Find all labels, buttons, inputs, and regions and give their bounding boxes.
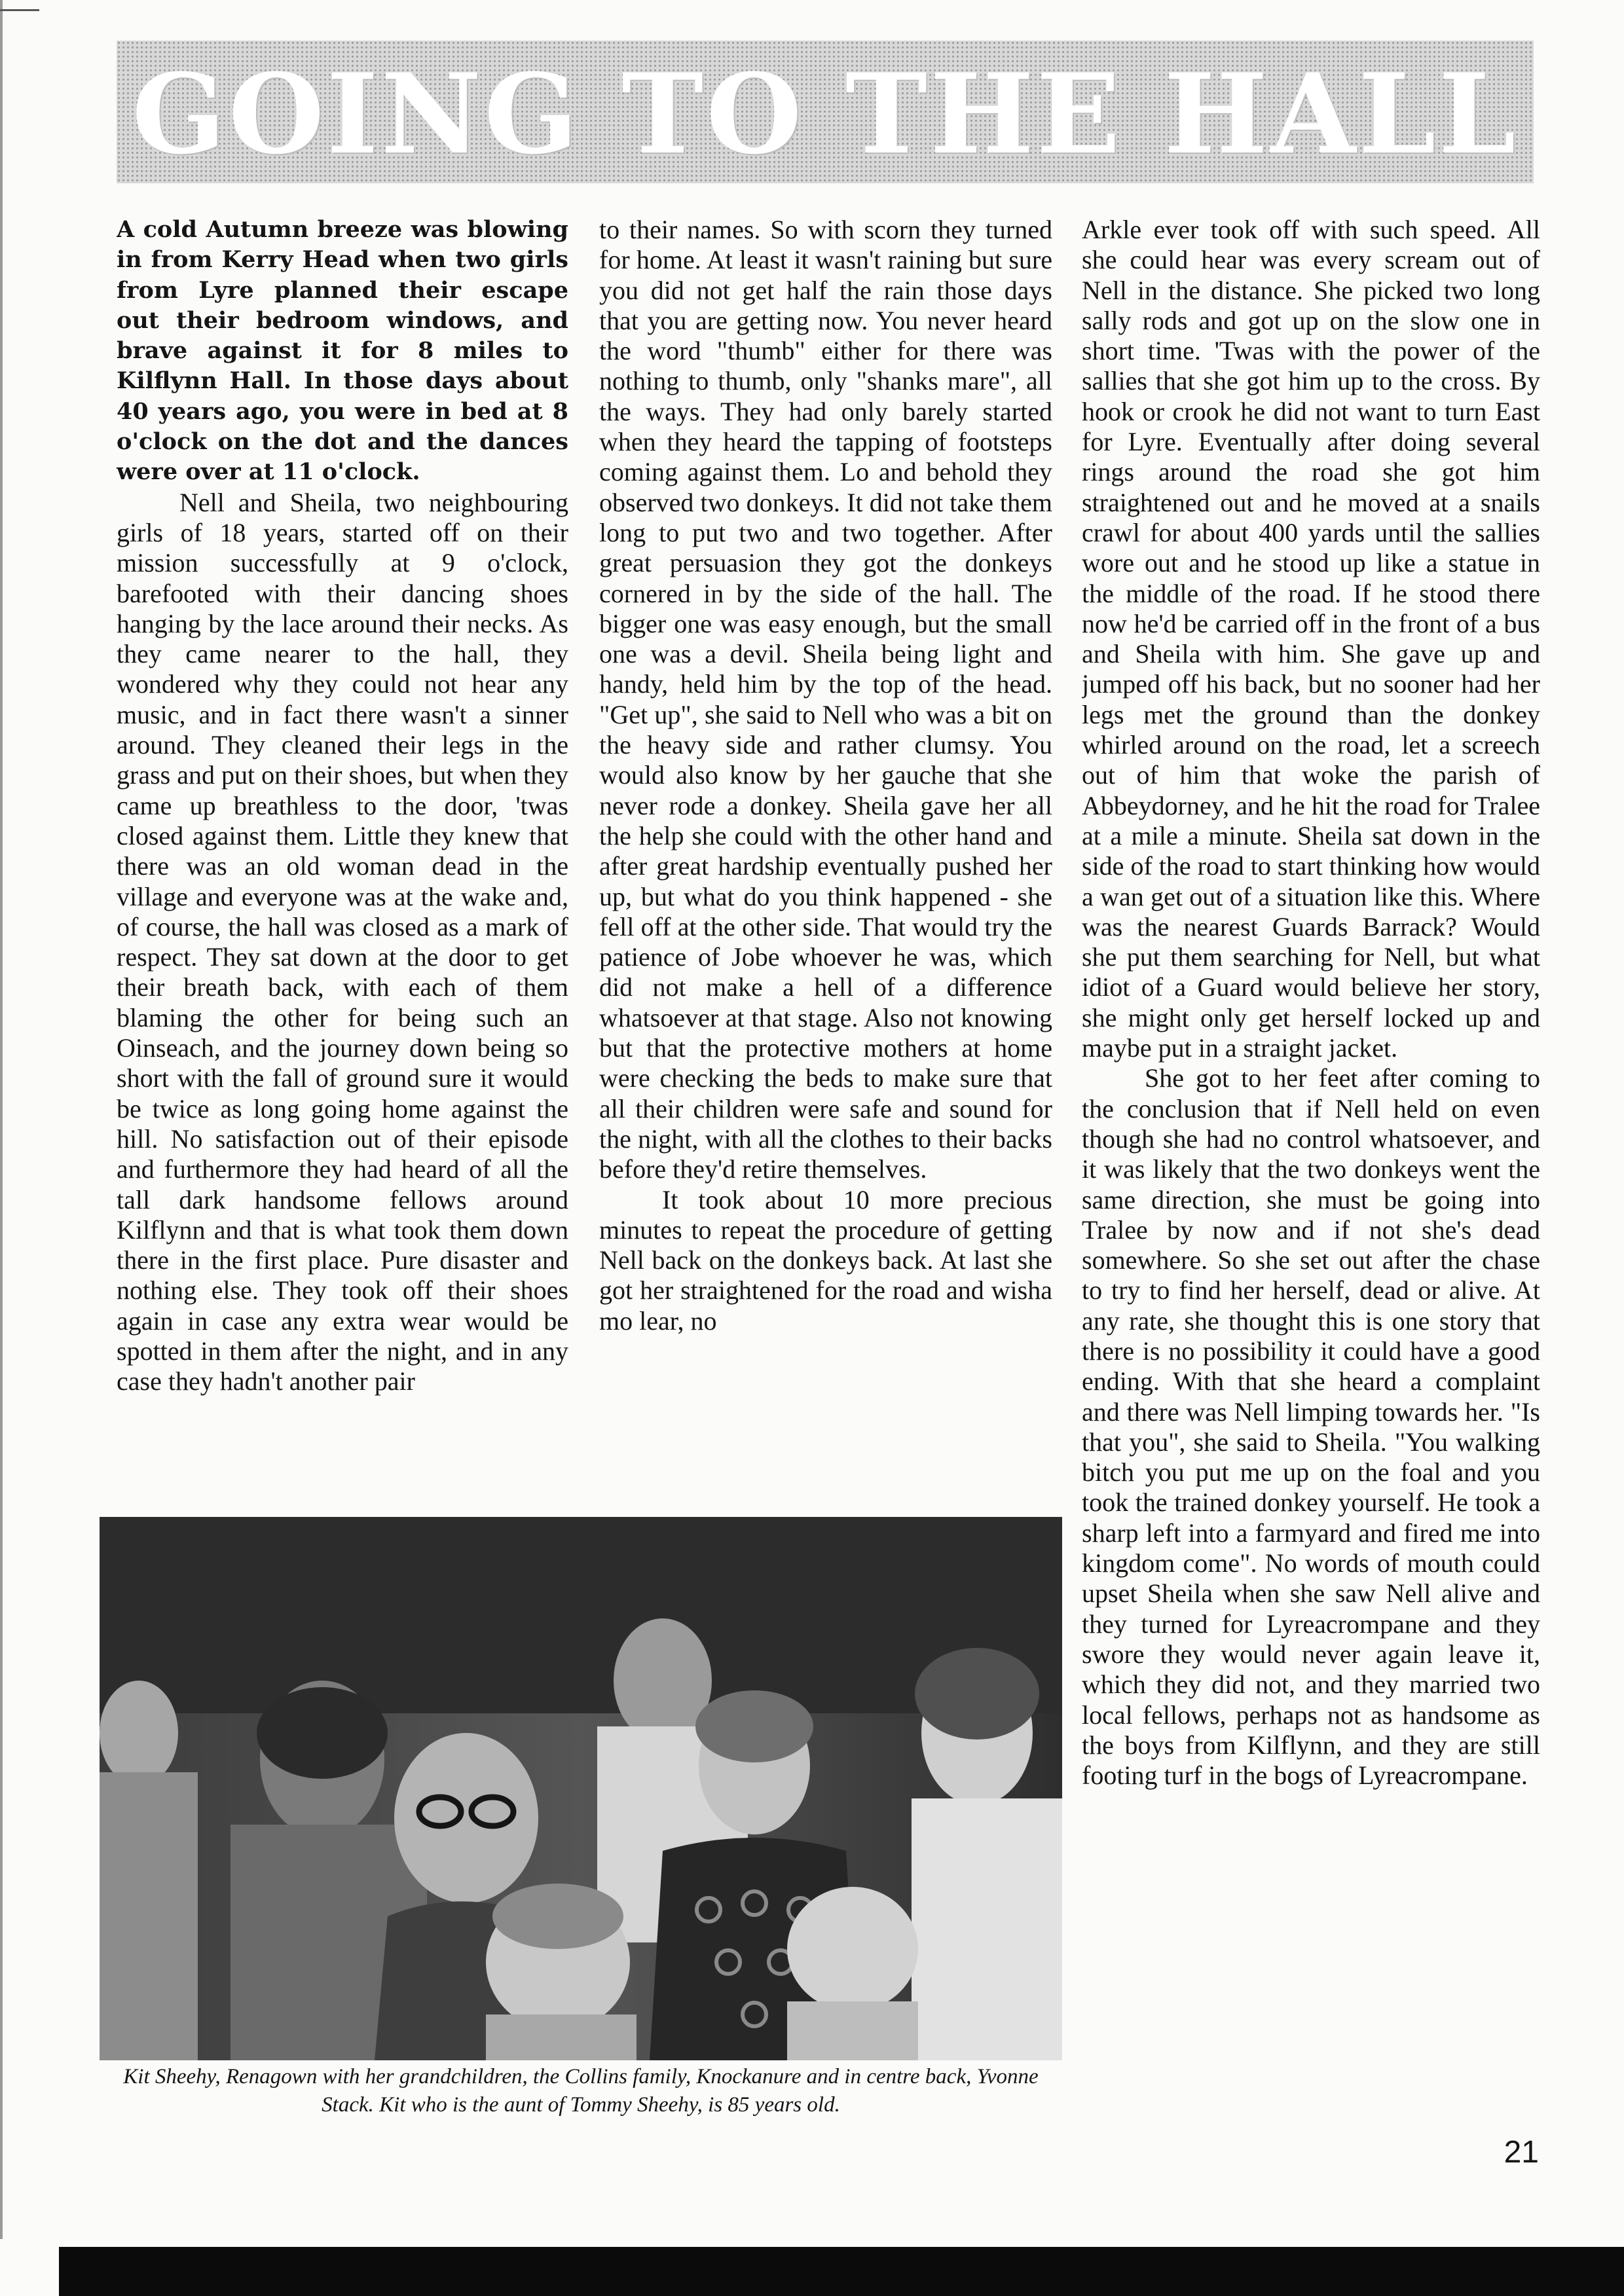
text-column-3 [1082,215,1540,2113]
title-banner [117,41,1534,183]
body-paragraph: Nell and Sheila, two neighbouring girls of 18 years, started off on their mission successfully at 9 o'clock, barefooted with their dancing shoes hanging by the lace around their necks. As they came nearer to the hall, they wondered why they could not hear any music, and in fact there wasn't a sinner around. They cleaned their legs in the grass and put on their shoes, but when they came up breathless to the door, 'twas closed against them. Little they knew that there was an old woman dead in the village and everyone was at the wake and, of course, the hall was closed as a mark of respect. They sat down at the door to get their breath back, with each of them blaming the other for being such an Oinseach, and the journey down being so short with the fall of ground sure it would be twice as long going home against the hill. No satisfaction out of their episode and furthermore they had heard of all the tall dark handsome fellows around Kilflynn and that is what took them down there in the first place. Pure disaster and nothing else. They took off their shoes again in case any extra wear would be spotted in them after the night, and in any case they hadn't another pair [117,487,568,1396]
family-photo-image [100,1517,1062,2060]
family-photo [100,1517,1062,2060]
article-title: GOING TO THE HALL [132,49,1519,179]
body-paragraph: She got to her feet after coming to the conclusion that if Nell held on even though she had no control whatsoever, and it was likely that the two donkeys went the same direction, she must be going into Tralee by now and if not she's dead somewhere. So she set out after the chase to try to find her herself, dead or alive. At any rate, she thought this is one story that there is no possibility it could have a good ending. With that she heard a complaint and there was Nell limping towards her. "Is that you", she said to Sheila. "You walking bitch you put me up on the foal and you took the trained donkey yourself. He took a sharp left into a farmyard and fired me into kingdom come". No words of mouth could upset Sheila when she saw Nell alive and they turned for Lyreacrompane and they swore they would never again leave it, which they did not, and they married two local fellows, perhaps not as handsome as the boys from Kilflynn, and they are still footing turf in the bogs of Lyreacrompane. [1082,1063,1540,1791]
text-column-2 [599,215,1052,1518]
binding-edge [0,0,3,2239]
body-paragraph: It took about 10 more precious minutes to repeat the procedure of getting Nell back on the donkeys back. At last she got her straightened for the road and wisha mo lear, no [599,1184,1052,1336]
page-corner-mark [0,9,39,11]
body-paragraph-continued: Arkle ever took off with such speed. All she could hear was every scream out of Nell in the distance. She picked two long sally rods and got up on the slow one in short time. 'Twas with the power of the sallies that she got him up to the cross. By hook or crook he did not want to turn East for Lyre. Eventually after doing several rings around the road she got him straightened out and he moved at a snails crawl for about 400 yards until the sallies wore out and he stood up like a statue in the middle of the road. If he stood there now he'd be carried off in the front of a bus and Sheila with him. She gave up and jumped off his back, but no sooner had her legs met the ground than the donkey whirled around on the road, let a screech out of him that woke the parish of Abbeydorney, and he hit the road for Tralee at a mile a minute. Sheila sat down in the side of the road to start thinking how would a wan get out of a situation like this. Where was the nearest Guards Barrack? Would she put them searching for Nell, but what idiot of a Guard would believe her story, she might only get herself locked up and maybe put in a straight jacket. [1082,215,1540,1063]
scan-edge-bar [59,2247,1624,2296]
lead-paragraph: A cold Autumn breeze was blowing in from Kerry Head when two girls from Lyre planned their escape out their bedroom windows, and brave against it for 8 miles to Kilflynn Hall. In those days about 40 years ago, you were in bed at 8 o'clock on the dot and the dances were over at 11 o'clock. [117,216,568,486]
text-column-1 [117,215,568,1518]
body-paragraph-continued: to their names. So with scorn they turned for home. At least it wasn't raining but sure you did not get half the rain those days that you are getting now. You never heard the word "thumb" either for there was nothing to thumb, only "shanks mare", all the ways. They had only barely started when they heard the tapping of footsteps coming against them. Lo and behold they observed two donkeys. It did not take them long to put two and two together. After great persuasion they got the donkeys cornered in by the side of the hall. The bigger one was easy enough, but the small one was a devil. Sheila being light and handy, held him by the top of the head. "Get up", she said to Nell who was a bit on the heavy side and rather clumsy. You would also know by her gauche that she never rode a donkey. Sheila gave her all the help she could with the other hand and after great hardship eventually pushed her up, but what do you think happened - she fell off at the other side. That would try the patience of Jobe whoever he was, which did not make a hell of a difference whatsoever at that stage. Also not knowing but that the protective mothers at home were checking the beds to make sure that all their children were safe and sound for the night, with all the clothes to their backs before they'd retire themselves. [599,215,1052,1184]
photo-caption: Kit Sheehy, Renagown with her grandchildren, the Collins family, Knockanure and in centre back, Yvonne Stack. Kit who is the aunt of Tommy Sheehy, is 85 years old. [123,2065,1039,2117]
page-number: 21 [1504,2135,1539,2170]
